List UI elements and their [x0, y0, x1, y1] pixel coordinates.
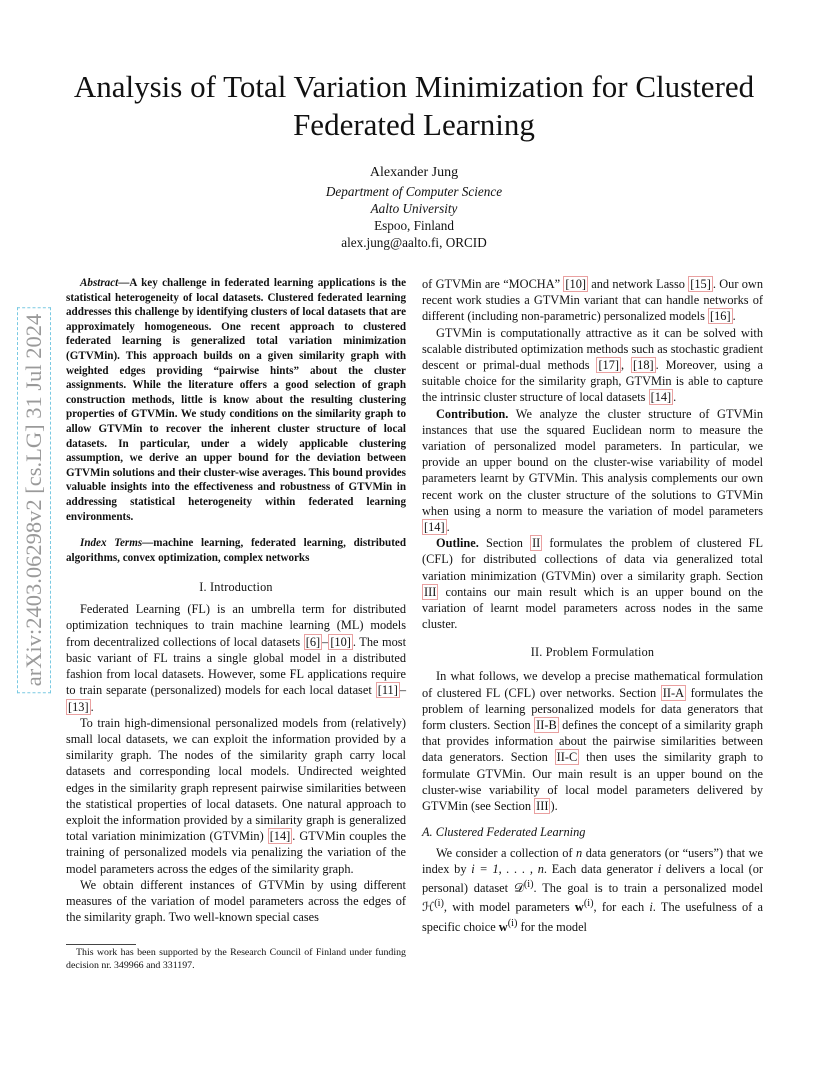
- text-span: . The usefulness of a specific choice: [422, 900, 763, 934]
- footnote: This work has been supported by the Research Council of Finland under funding decision nr. 349966 and 331197.: [66, 947, 406, 971]
- author-university: Aalto University: [370, 201, 458, 216]
- author-block: [214, 164, 614, 251]
- section-heading-introduction: I. Introduction: [199, 580, 273, 595]
- text-span: formulates the problem of learning personalized models for data generators that form clusters. Section: [422, 685, 763, 733]
- math-sup: (i): [523, 878, 534, 890]
- citation-link[interactable]: [10]: [330, 634, 351, 649]
- text-span: and network Lasso: [587, 277, 689, 291]
- paper-title: Analysis of Total Variation Minimization for Clustered Federated Learning: [73, 69, 755, 142]
- abstract-text: —A key challenge in federated learning applications is the statistical heterogeneity of local datasets. Clustered federated learning addresses this challenge by identifying clusters of local datasets that are approximately homogeneous. One recent approach to clustered federated learning is generalized total variation minimization (GTVMin). This approach builds on a given similarity graph with weighted edges providing “pairwise hints” about the cluster assignments. While the literature offers a good selection of graph construction methods, little is know about the resulting clustering properties of GTVMin. We study conditions on the similarity graph to allow GTVMin to recover the inherent cluster structure of local datasets. In particular, under a widely applicable clustering assumption, we derive an upper bound for the deviation between GTVMin solutions and their cluster-wise averages. This bound provides valuable insights into the effectiveness and robustness of GTVMin in addressing statistical heterogeneity within federated learning environments.: [66, 277, 406, 523]
- section-link[interactable]: III: [536, 799, 549, 814]
- math-sup: (i): [507, 917, 518, 929]
- author-name: Alexander Jung: [369, 165, 459, 180]
- text-span: . The most basic variant of FL trains a single global model in a distributed fashion from local datasets. However, some FL applications require to train separate (personalized) models for each local dataset: [66, 634, 406, 698]
- math-i: i: [657, 861, 662, 876]
- math-weights-symbol: [575, 900, 594, 914]
- text-span: delivers a local (or personal) dataset: [422, 861, 764, 896]
- text-span: . Our own recent work studies a GTVMin variant that can handle networks of different (including non-parametric) personalized models: [422, 277, 763, 324]
- index-terms-lead: Index Terms: [80, 537, 143, 550]
- citation-link[interactable]: [14]: [269, 829, 291, 844]
- citation-link[interactable]: [15]: [690, 277, 711, 291]
- text-span: , with model parameters: [443, 900, 575, 915]
- arxiv-stamp: [14, 265, 54, 735]
- math-dataset-symbol: [513, 878, 534, 896]
- author-department: Department of Computer Science: [325, 184, 503, 199]
- text-span: for the model: [517, 919, 587, 934]
- text-span: , for each: [593, 900, 650, 915]
- intro-paragraph-1: [66, 601, 406, 714]
- outline-lead: Outline.: [436, 536, 479, 551]
- text-span: –: [399, 683, 406, 698]
- abstract-lead: Abstract: [80, 277, 119, 289]
- text-span: .: [446, 520, 450, 535]
- text-span: . GTVMin couples the training of personalized models via penalizing the variation of the model parameters across the edges of the similarity graph.: [66, 829, 406, 876]
- index-terms-text: —machine learning, federated learning, distributed algorithms, convex optimization, complex networks: [66, 537, 406, 564]
- text-span: –: [322, 634, 329, 649]
- text-span: We analyze the cluster structure of GTVMin instances that use the squared Euclidean norm to measure the variation of personalized model parameters. In particular, we provide an upper bound on the cluster-wise variability of model parameters learnt by GTVMin. This analysis complements our own recent work on the cluster structure of the solutions to GTVMin when using a norm to measure the variation of model parameters: [422, 406, 763, 518]
- text-span: ,: [621, 358, 632, 373]
- section-link[interactable]: II-B: [536, 718, 557, 733]
- section-heading-problem-formulation: II. Problem Formulation: [530, 645, 655, 660]
- footnote-rule: [66, 944, 136, 945]
- index-terms: [66, 536, 406, 565]
- section-link[interactable]: II: [532, 536, 541, 551]
- math-D: 𝒟: [513, 881, 524, 896]
- subsection-heading-clustered-fl: A. Clustered Federated Learning: [422, 825, 586, 840]
- intro-paragraph-3: We obtain different instances of GTVMin by using different measures of the variation of model parameters across the edges of the similarity graph. Two well-known special cases: [66, 877, 406, 925]
- citation-link[interactable]: [14]: [650, 390, 672, 405]
- text-span: . The goal is to train a personalized model: [533, 881, 763, 896]
- author-location: Espoo, Finland: [374, 218, 454, 233]
- text-span: formulates the problem of clustered FL (CFL) for distributed collections of data via generalized total variation minimization (GTVMin) over a similarity graph. Section: [422, 536, 763, 583]
- text-span: GTVMin is computationally attractive as it can be solved with scalable distributed optimization methods such as stochastic gradient descent or primal-dual methods: [422, 325, 763, 373]
- math-index-range: i = 1, . . . , n: [471, 861, 544, 876]
- math-sup: (i): [434, 898, 444, 910]
- problem-formulation-paragraph: [422, 668, 763, 814]
- text-span: . Each data generator: [543, 861, 658, 876]
- math-w: w: [574, 900, 584, 915]
- text-span: In what follows, we develop a precise mathematical formulation of clustered FL (CFL) over networks. Section: [422, 669, 763, 700]
- math-i: i: [649, 900, 653, 915]
- section-link[interactable]: II-C: [556, 750, 578, 765]
- text-span: . Moreover, using a suitable choice for the similarity graph, GTVMin is able to capture the intrinsic cluster structure of local datasets: [422, 358, 763, 405]
- math-weights-symbol: [498, 917, 518, 934]
- math-sup: (i): [583, 898, 594, 910]
- citation-link[interactable]: [13]: [68, 699, 89, 714]
- citation-link[interactable]: [11]: [377, 683, 398, 698]
- text-span: To train high-dimensional personalized models from (relatively) small local datasets, we can exploit the information provided by a similarity graph. The nodes of the similarity graph carry local datasets and corresponding local models. Undirected weighted edges in the similarity graph represent pairwise similarities between the statistical properties of local datasets. One natural approach to exploit the information provided by a similarity graph is generalized total variation minimization (GTVMin): [66, 715, 406, 844]
- citation-link[interactable]: [10]: [565, 277, 586, 291]
- text-span: then uses the similarity graph to formulate GTVMin. Our main result is an upper bound on the cluster-wise variability of local model parameters delivered by GTVMin (see Section: [422, 750, 763, 814]
- text-span: We consider a collection of: [436, 845, 576, 860]
- math-model-symbol: [422, 900, 444, 914]
- section-link[interactable]: III: [424, 584, 437, 599]
- right-column: [422, 276, 763, 935]
- text-span: .: [673, 390, 677, 405]
- author-contact: alex.jung@aalto.fi, ORCID: [341, 235, 487, 250]
- text-span: .: [732, 309, 736, 324]
- intro-paragraph-3-cont: [422, 276, 763, 325]
- clustered-fl-paragraph: [422, 845, 763, 935]
- contribution-lead: Contribution.: [436, 406, 509, 421]
- text-span: ).: [550, 799, 558, 814]
- math-n: n: [576, 845, 583, 860]
- outline-paragraph: [422, 535, 763, 632]
- citation-link[interactable]: [6]: [305, 634, 321, 649]
- text-span: defines the concept of a similarity graph that provides information about the pairwise similarities between data generators. Section: [422, 718, 763, 765]
- text-span: data generators (or “users”) that we index by: [422, 845, 763, 876]
- citation-link[interactable]: [14]: [424, 520, 445, 535]
- text-span: Federated Learning (FL) is an umbrella term for distributed optimization techniques to train machine learning (ML) models from decentralized collections of local datasets: [66, 602, 406, 649]
- citation-link[interactable]: [17]: [598, 358, 620, 373]
- intro-paragraph-4: [422, 325, 763, 406]
- text-span: .: [90, 699, 94, 714]
- arxiv-identifier[interactable]: arXiv:2403.06298v2 [cs.LG] 31 Jul 2024: [17, 307, 51, 693]
- citation-link[interactable]: [16]: [709, 309, 731, 324]
- section-link[interactable]: II-A: [662, 685, 685, 700]
- intro-paragraph-2: [66, 715, 406, 877]
- citation-link[interactable]: [18]: [633, 358, 654, 373]
- left-column: [66, 276, 406, 925]
- text-span: of GTVMin are “MOCHA”: [422, 277, 564, 291]
- contribution-paragraph: [422, 406, 763, 536]
- text-span: Section: [478, 536, 531, 551]
- abstract: [66, 276, 406, 524]
- text-span: contains our main result which is an upper bound on the variation of learnt model parameters across nodes in the same cluster.: [422, 584, 763, 632]
- math-H: ℋ: [422, 900, 435, 915]
- math-w: w: [498, 919, 508, 934]
